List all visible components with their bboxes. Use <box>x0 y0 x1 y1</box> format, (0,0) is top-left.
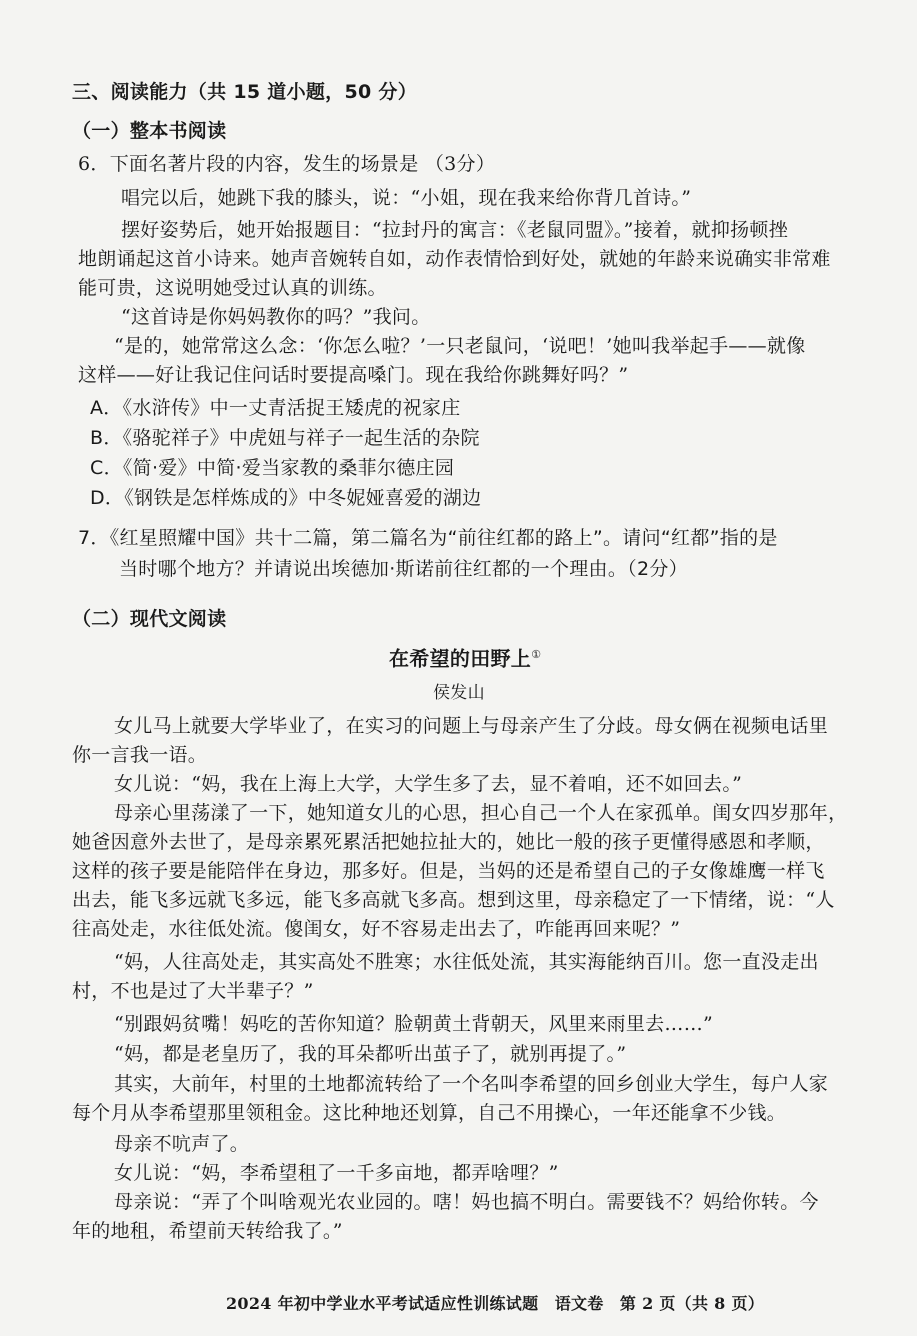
article-line: 她爸因意外去世了，是母亲累死累活把她拉扯大的，她比一般的孩子更懂得感恩和孝顺， <box>72 831 825 853</box>
question-7-line: 7．《红星照耀中国》共十二篇，第二篇名为“前往红都的路上”。请问“红都”指的是 <box>78 527 778 549</box>
article-line: 每个月从李希望那里领租金。这比种地还划算，自己不用操心，一年还能拿不少钱。 <box>72 1102 787 1124</box>
passage-line: 这样——好让我记住问话时要提高嗓门。现在我给你跳舞好吗？” <box>78 364 629 386</box>
article-author: 侯发山 <box>433 683 485 703</box>
question-6-stem: 6．下面名著片段的内容，发生的场景是 （3分） <box>78 153 496 175</box>
option-d: D．《钢铁是怎样炼成的》中冬妮娅喜爱的湖边 <box>90 487 482 509</box>
article-line: 女儿马上就要大学毕业了，在实习的问题上与母亲产生了分歧。母女俩在视频电话里 <box>114 715 829 737</box>
section-heading: 三、阅读能力（共 15 道小题，50 分） <box>72 81 418 103</box>
article-line: 其实，大前年，村里的土地都流转给了一个名叫李希望的回乡创业大学生，每户人家 <box>114 1073 829 1095</box>
article-line: 往高处走，水往低处流。傻闺女，好不容易走出去了，咋能再回来呢？” <box>72 918 681 940</box>
page-footer: 2024 年初中学业水平考试适应性训练试题 语文卷 第 2 页（共 8 页） <box>226 1294 765 1313</box>
passage-line: 能可贵，这说明她受过认真的训练。 <box>78 277 387 299</box>
article-line: 女儿说：“妈，我在上海上大学，大学生多了去，显不着咱，还不如回去。” <box>114 773 743 795</box>
article-line: 你一言我一语。 <box>72 744 208 766</box>
article-line: 年的地租，希望前天转给我了。” <box>72 1220 343 1242</box>
part2-heading: （二）现代文阅读 <box>72 608 227 630</box>
article-line: “妈，都是老皇历了，我的耳朵都听出茧子了，就别再提了。” <box>114 1043 627 1065</box>
option-b: B．《骆驼祥子》中虎妞与祥子一起生活的杂院 <box>90 427 480 449</box>
article-title <box>389 643 541 671</box>
article-line: 村，不也是过了大半辈子？” <box>72 980 314 1002</box>
option-a: A．《水浒传》中一丈青活捉王矮虎的祝家庄 <box>90 397 461 419</box>
article-title-text: 在希望的田野上 <box>389 646 532 671</box>
article-line: “别跟妈贫嘴！妈吃的苦你知道？脸朝黄土背朝天，风里来雨里去……” <box>114 1013 714 1035</box>
passage-line: 摆好姿势后，她开始报题目：“拉封丹的寓言：《老鼠同盟》。”接着，就抑扬顿挫 <box>121 219 789 241</box>
article-line: 出去，能飞多远就飞多远，能飞多高就飞多高。想到这里，母亲稳定了一下情绪，说：“人 <box>72 889 835 911</box>
article-line: 母亲不吭声了。 <box>114 1133 250 1155</box>
question-7-line: 当时哪个地方？并请说出埃德加·斯诺前往红都的一个理由。（2分） <box>119 558 688 580</box>
article-line: 这样的孩子要是能陪伴在身边，那多好。但是，当妈的还是希望自己的子女像雄鹰一样飞 <box>72 860 825 882</box>
article-line: 女儿说：“妈，李希望租了一千多亩地，都弄啥哩？” <box>114 1162 559 1184</box>
passage-line: 地朗诵起这首小诗来。她声音婉转自如，动作表情恰到好处，就她的年龄来说确实非常难 <box>78 248 831 270</box>
passage-line: 唱完以后，她跳下我的膝头，说：“小姐，现在我来给你背几首诗。” <box>121 187 692 209</box>
passage-line: “是的，她常常这么念：‘你怎么啦？’一只老鼠问，‘说吧！’她叫我举起手——就像 <box>114 335 806 357</box>
part1-heading: （一）整本书阅读 <box>72 120 227 142</box>
footnote-mark: ① <box>531 648 542 661</box>
article-line: 母亲说：“弄了个叫啥观光农业园的。嗐！妈也搞不明白。需要钱不？妈给你转。今 <box>114 1191 819 1213</box>
option-c: C．《简·爱》中简·爱当家教的桑菲尔德庄园 <box>90 457 455 479</box>
article-line: 母亲心里荡漾了一下，她知道女儿的心思，担心自己一个人在家孤单。闺女四岁那年， <box>114 802 848 824</box>
article-line: “妈，人往高处走，其实高处不胜寒；水往低处流，其实海能纳百川。您一直没走出 <box>114 951 819 973</box>
passage-line: “这首诗是你妈妈教你的吗？”我问。 <box>121 306 431 328</box>
